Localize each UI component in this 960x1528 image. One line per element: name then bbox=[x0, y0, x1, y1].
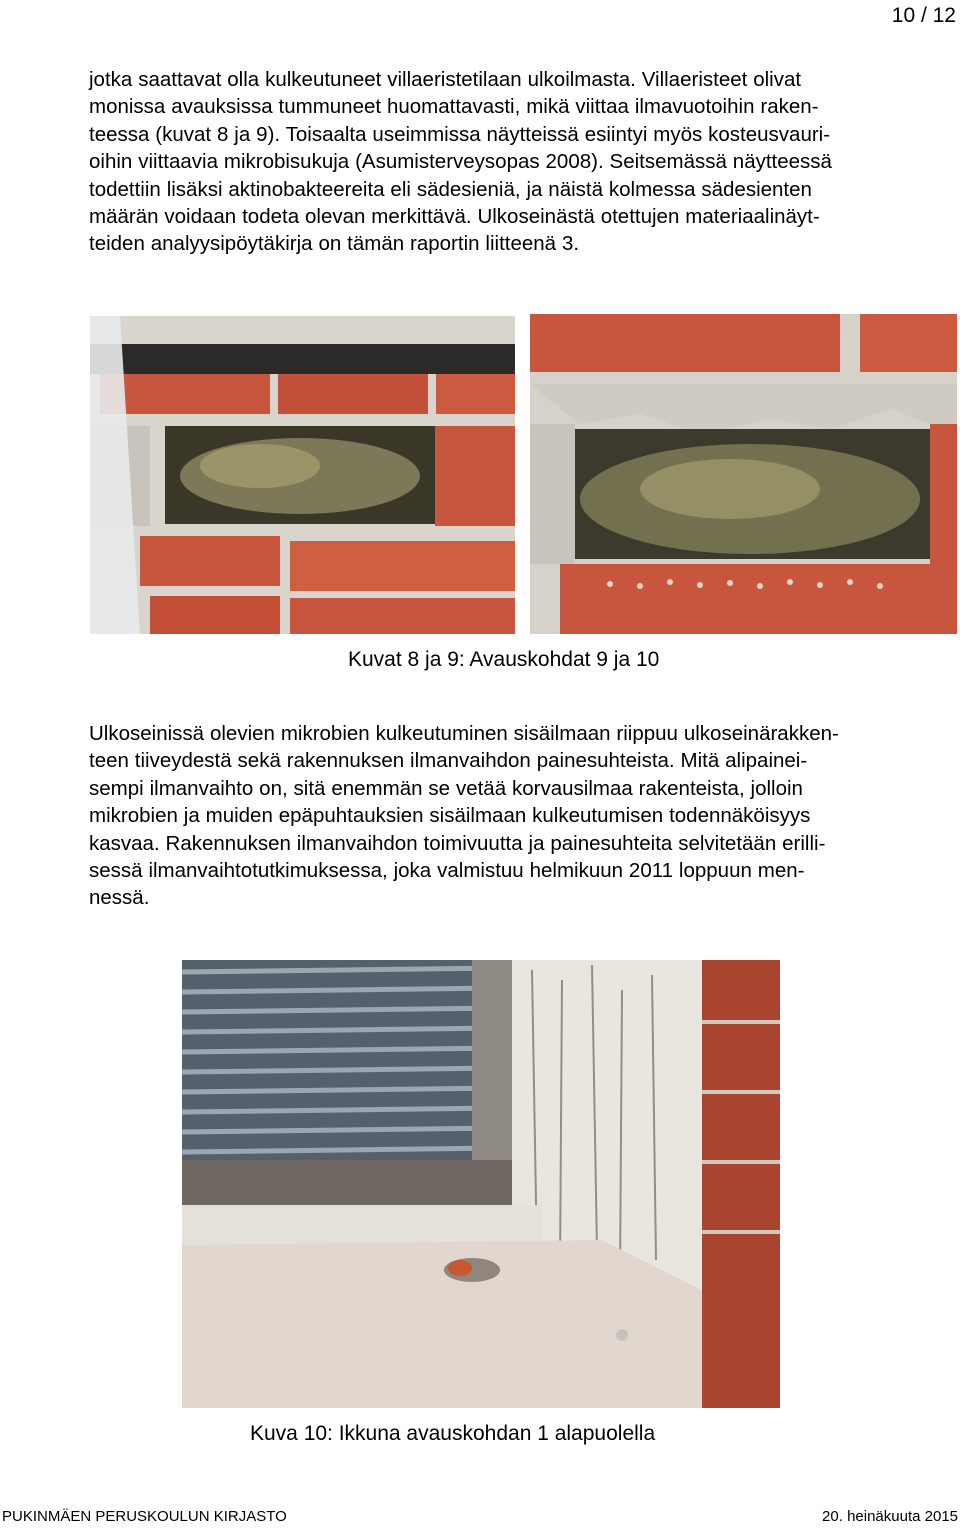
figure-caption-8-9: Kuvat 8 ja 9: Avauskohdat 9 ja 10 bbox=[348, 648, 660, 671]
page-number: 10 / 12 bbox=[891, 4, 956, 27]
photo-figure-9 bbox=[530, 314, 957, 634]
text-line: teen tiiveydestä sekä rakennuksen ilmanvaihdon painesuhteista. Mitä alipainei- bbox=[89, 749, 808, 773]
text-line: kasvaa. Rakennuksen ilmanvaihdon toimivuutta ja painesuhteita selvitetään erilli- bbox=[89, 831, 826, 855]
text-line: Ulkoseinissä olevien mikrobien kulkeutuminen sisäilmaan riippuu ulkoseinärakken- bbox=[89, 722, 839, 745]
footer-left-text: PUKINMÄEN PERUSKOULUN KIRJASTO bbox=[2, 1508, 287, 1525]
body-paragraph-2 bbox=[89, 720, 927, 912]
text-line: teessa (kuvat 8 ja 9). Toisaalta useimmissa näytteissä esiintyi myös kosteusvauri- bbox=[89, 122, 831, 146]
text-line: mikrobien ja muiden epäpuhtauksien sisäilmaan kulkeutumisen todennäköisyys bbox=[89, 804, 811, 828]
photo-figure-8 bbox=[90, 316, 515, 634]
text-line: monissa avauksissa tummuneet huomattavasti, mikä viittaa ilmavuotoihin raken- bbox=[89, 95, 819, 119]
photo-figure-10 bbox=[182, 960, 780, 1408]
figure-caption-10: Kuva 10: Ikkuna avauskohdan 1 alapuolella bbox=[250, 1422, 656, 1445]
text-line: todettiin lisäksi aktinobakteereita eli sädesieniä, ja näistä kolmessa sädesienten bbox=[89, 177, 812, 201]
text-line: jotka saattavat olla kulkeutuneet villaeristetilaan ulkoilmasta. Villaeristeet olivat bbox=[89, 68, 802, 91]
text-line: sempi ilmanvaihto on, sitä enemmän se vetää korvausilmaa rakenteista, jolloin bbox=[89, 776, 803, 800]
text-line: oihin viittaavia mikrobisukuja (Asumisterveysopas 2008). Seitsemässä näytteessä bbox=[89, 150, 832, 174]
body-paragraph-1 bbox=[89, 66, 927, 258]
footer-date: 20. heinäkuuta 2015 bbox=[822, 1508, 958, 1525]
text-line: nessä. bbox=[89, 886, 150, 910]
text-line: määrän voidaan todeta olevan merkittävä. Ulkoseinästä otettujen materiaalinäyt- bbox=[89, 205, 820, 229]
text-line: sessä ilmanvaihtotutkimuksessa, joka valmistuu helmikuun 2011 loppuun men- bbox=[89, 859, 805, 883]
text-line: teiden analyysipöytäkirja on tämän raportin liitteenä 3. bbox=[89, 232, 580, 256]
